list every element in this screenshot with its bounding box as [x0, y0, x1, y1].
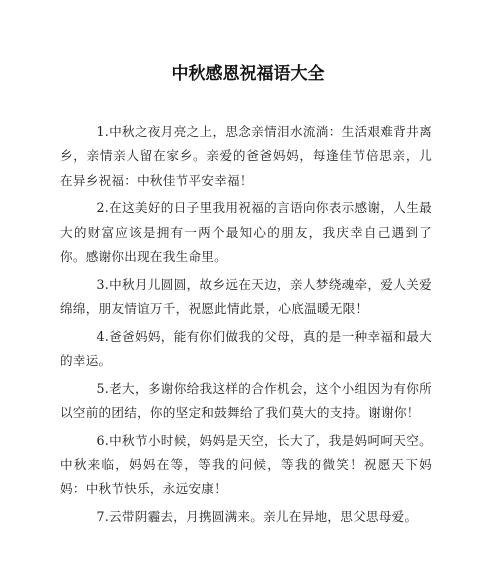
paragraph-1: 1.中秋之夜月亮之上，思念亲情泪水流淌：生活艰难背井离乡，亲情亲人留在家乡。亲爱的爸爸妈妈，每逢佳节倍思亲，儿在异乡祝福：中秋佳节平安幸福！ — [60, 124, 432, 188]
paragraph-5: 5.老大，多谢你给我这样的合作机会，这个小组因为有你所以空前的团结，你的坚定和鼓舞给了我们莫大的支持。谢谢你！ — [60, 380, 432, 420]
paragraph-2: 2.在这美好的日子里我用祝福的言语向你表示感谢，人生最大的财富应该是拥有一两个最知心的朋友，我庆幸自己遇到了你。感谢你出现在我生命里。 — [60, 200, 432, 264]
paragraph-3: 3.中秋月儿圆圆，故乡远在天边，亲人梦绕魂牵，爱人关爱绵绵，朋友情谊万千，祝愿此情此景，心底温暖无限！ — [60, 276, 432, 316]
document-title: 中秋感恩祝福语大全 — [171, 64, 325, 84]
paragraph-7: 7.云带阴霾去，月携圆满来。亲儿在异地，思父思母爱。 — [96, 508, 418, 524]
document-body — [60, 120, 432, 532]
paragraph-4: 4.爸爸妈妈，能有你们做我的父母，真的是一种幸福和最大的幸运。 — [60, 328, 432, 368]
paragraph-6: 6.中秋节小时候，妈妈是天空，长大了，我是妈呵呵天空。中秋来临，妈妈在等，等我的问候，等我的微笑！祝愿天下妈妈：中秋节快乐，永远安康！ — [60, 432, 432, 497]
